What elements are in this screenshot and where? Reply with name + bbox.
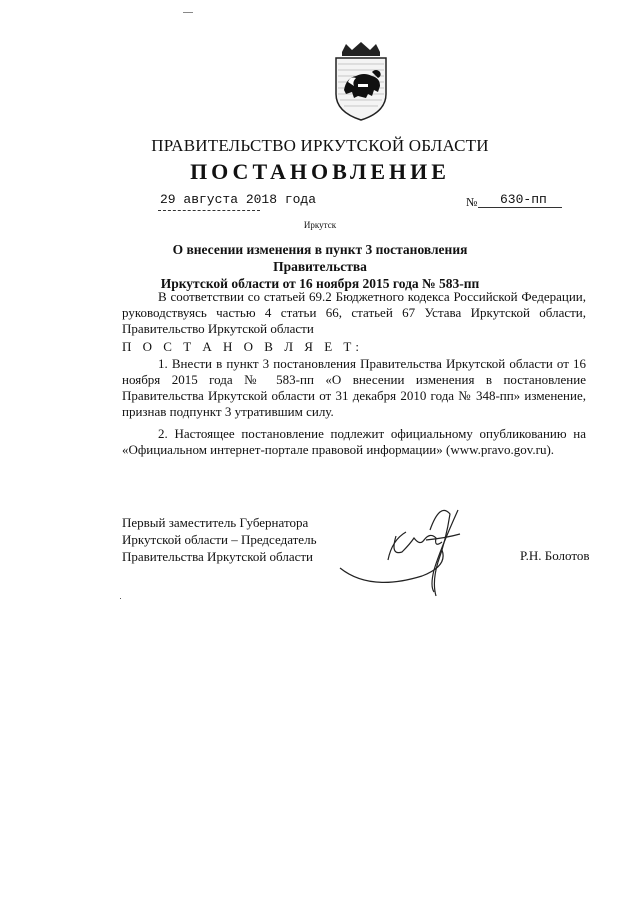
document-city: Иркутск <box>303 220 337 230</box>
document-title-line-1: О внесении изменения в пункт 3 постановления Правительства <box>172 242 468 274</box>
handwritten-signature <box>330 500 480 600</box>
document-number: 630-пп <box>500 192 547 207</box>
item-1-paragraph: 1. Внести в пункт 3 постановления Правительства Иркутской области от 16 ноября 2015 года № 583-пп «О внесении изменения в постановление Правительства Иркутской области от 31 декабря 2010 года № 348-пп» изменение, признав подпункт 3 утратившим силу. <box>122 356 586 419</box>
signer-title-line-1: Первый заместитель Губернатора <box>122 515 309 530</box>
coat-of-arms-icon <box>328 42 394 122</box>
document-title <box>130 241 510 292</box>
item-2-paragraph: 2. Настоящее постановление подлежит официальному опубликованию на «Официальном интернет-портале правовой информации» (www.pravo.gov.ru). <box>122 426 586 457</box>
organization-name: ПРАВИТЕЛЬСТВО ИРКУТСКОЙ ОБЛАСТИ <box>151 136 489 155</box>
resolves-heading: П О С Т А Н О В Л Я Е Т: <box>122 339 363 354</box>
scan-speck <box>183 12 193 13</box>
signer-name: Р.Н. Болотов <box>520 548 590 563</box>
document-title-line-2: Иркутской области от 16 ноября 2015 года № 583-пп <box>160 276 480 291</box>
document-type: ПОСТАНОВЛЕНИЕ <box>190 159 450 184</box>
signer-title-line-2: Иркутской области – Председатель <box>122 532 317 547</box>
number-label: № <box>466 195 478 209</box>
number-underline <box>478 207 562 208</box>
date-underline <box>158 210 260 211</box>
signer-title-line-3: Правительства Иркутской области <box>122 549 314 564</box>
scan-speck <box>120 598 121 599</box>
document-date: 29 августа 2018 года <box>160 192 317 207</box>
intro-paragraph: В соответствии со статьей 69.2 Бюджетного кодекса Российской Федерации, руководствуясь частью 4 статьи 66, статьей 67 Устава Иркутской области, Правительство Иркутской области <box>122 289 586 336</box>
signer-title <box>122 514 317 565</box>
